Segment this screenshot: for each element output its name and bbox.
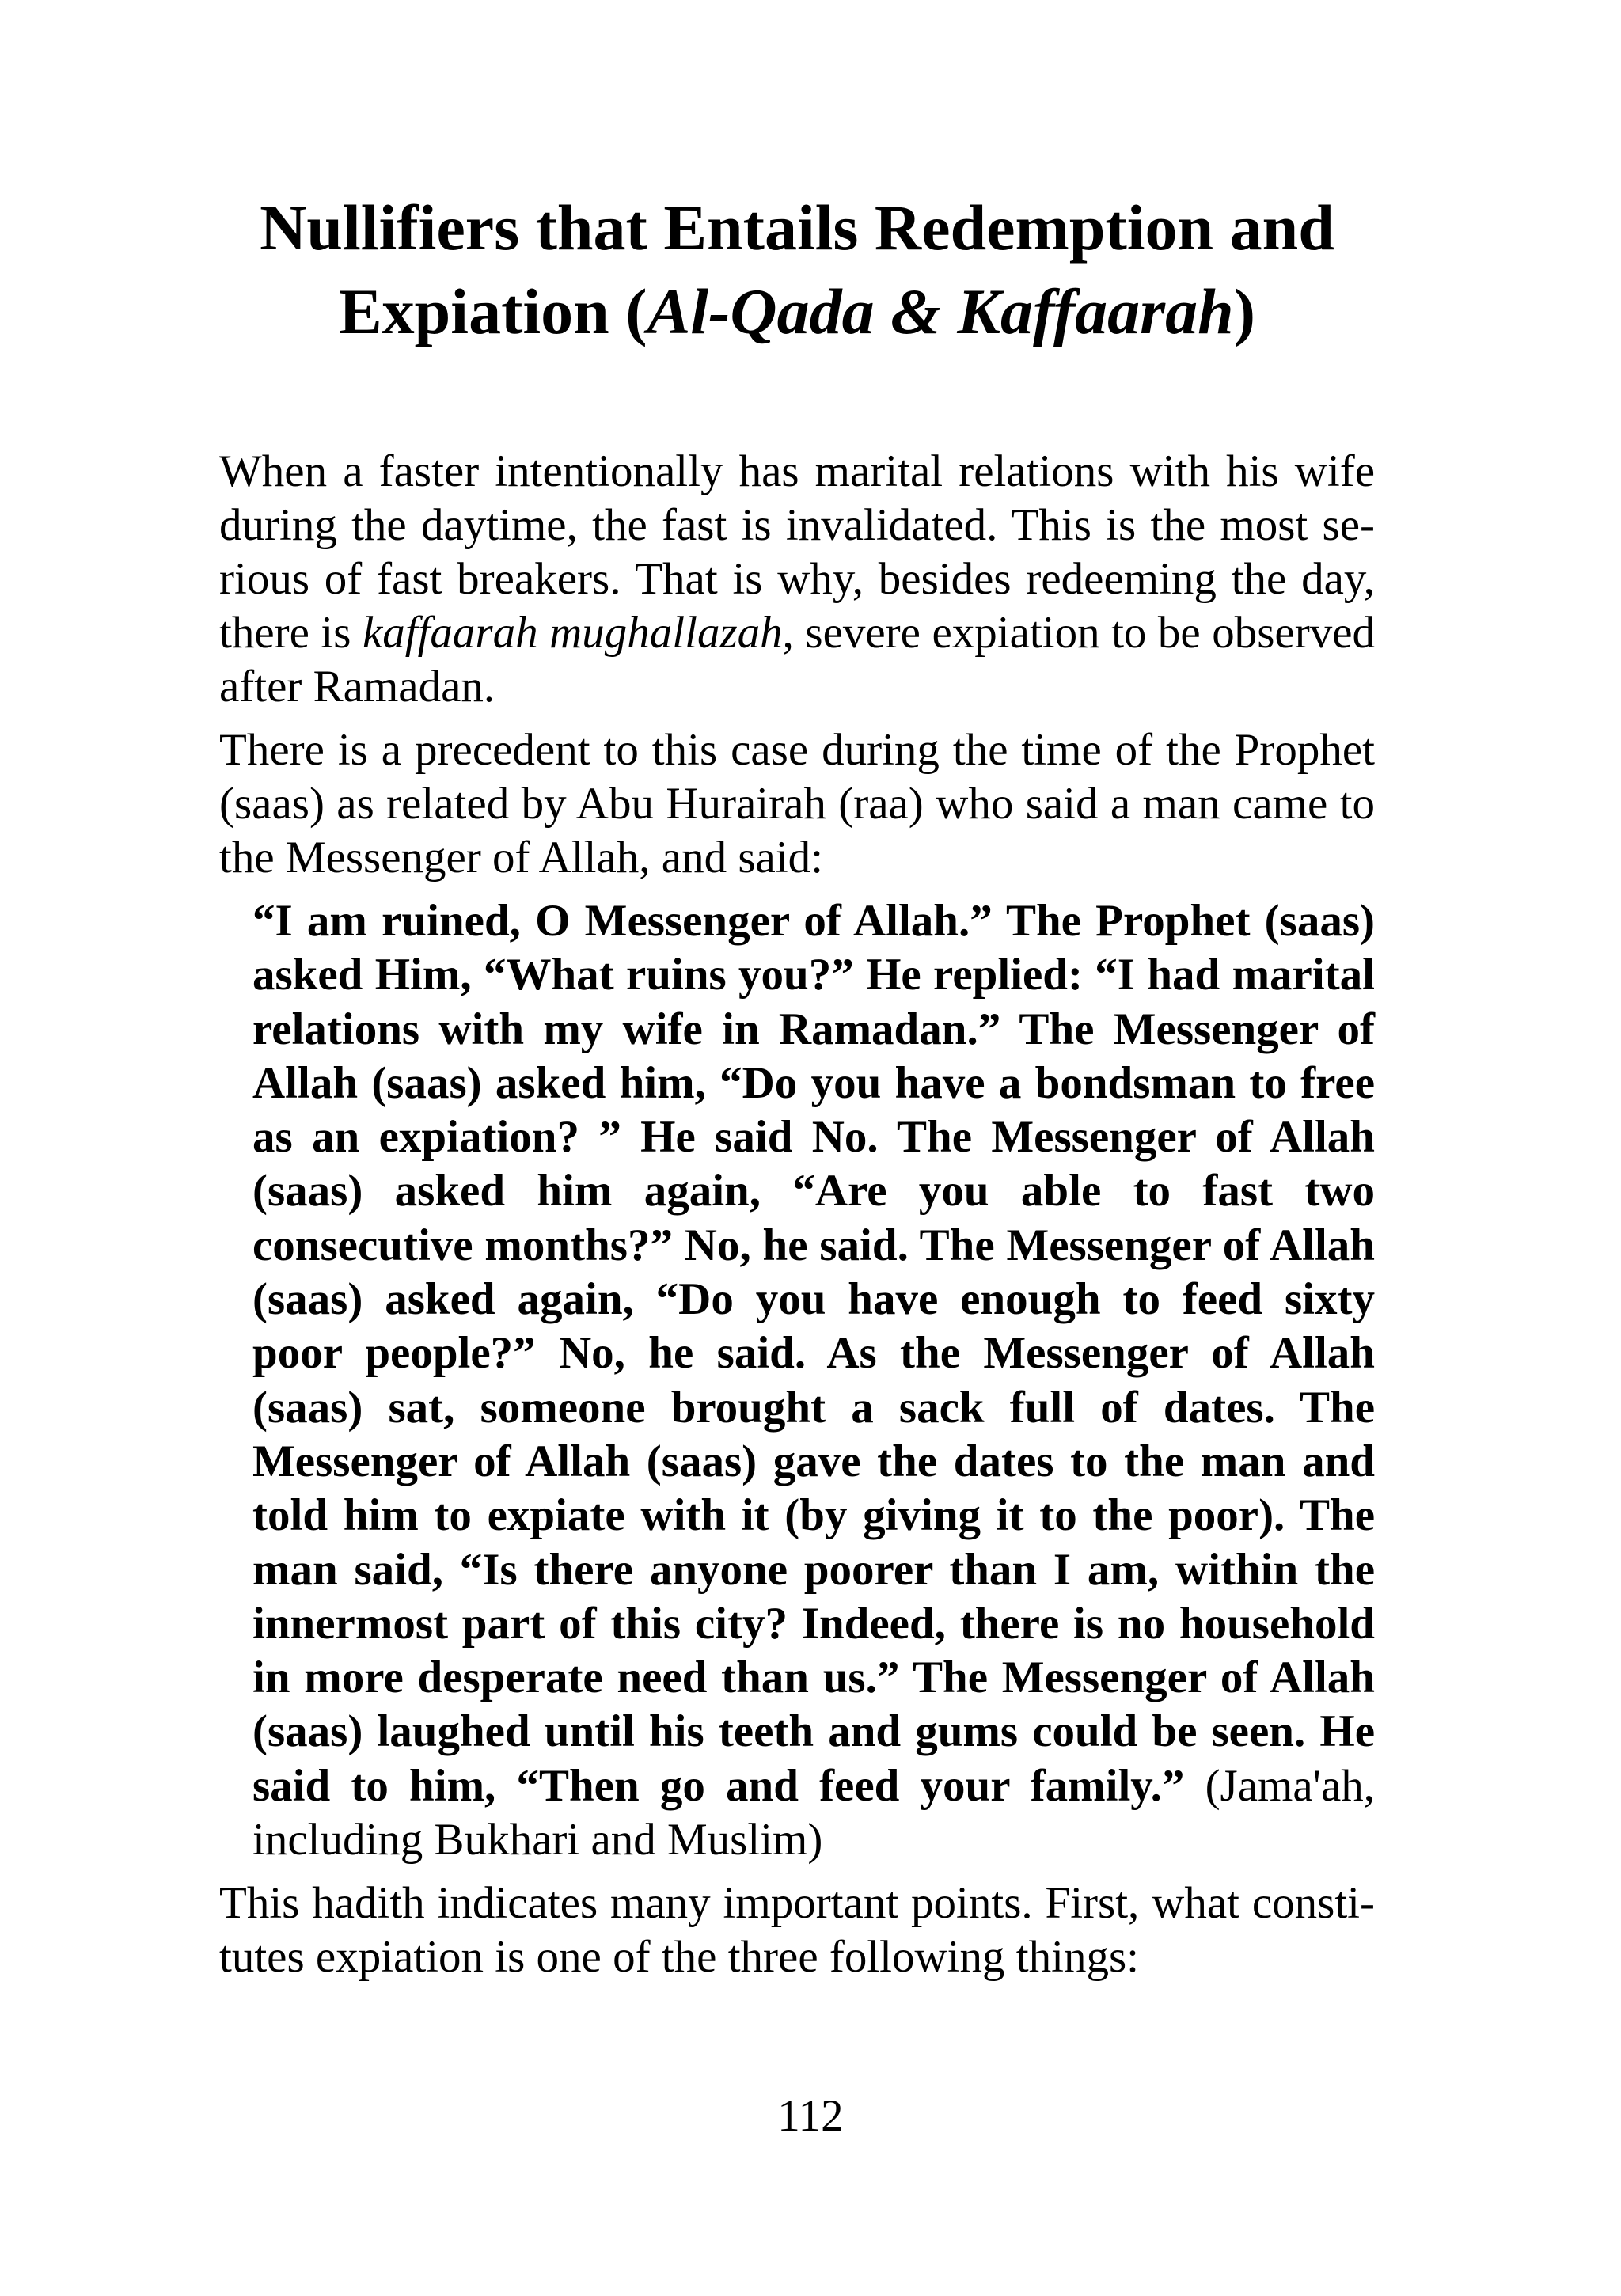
chapter-title-line-2-prefix: Expiation ( (338, 275, 647, 347)
paragraph-intro-text-a: When a faster intentionally has marital relations with his wife during the daytime, the fast is invalidated. This is the most serious of fast breakers. That is why, besides redeeming the day, there is (219, 446, 1375, 658)
hadith-text: “I am ruined, O Messenger of Allah.” The Prophet (saas) asked Him, “What ruins you?” He replied: “I had marital relations with my wife in Ramadan.” The Messenger of Allah (saas) asked him, “Do you have a bondsman to free as an expiation? ” He said No. The Messenger of Allah (saas) asked him again, “Are you able to fast two consecutive months?” No, he said. The Messenger of Allah (saas) asked again, “Do you have enough to feed sixty poor people?” No, he said. As the Messenger of Allah (saas) sat, someone brought a sack full of dates. The Messenger of Allah (saas) gave the dates to the man and told him to expiate with it (by giving it to the poor). The man said, “Is there anyone poorer than I am, within the innermost part of this city? Indeed, there is no household in more desperate need than us.” The Messenger of Allah (saas) laughed until his teeth and gums could be seen. He said to him, “Then go and feed your family.” (252, 896, 1375, 1811)
chapter-title (219, 186, 1375, 354)
paragraph-intro-italic-term: kaffaarah mughallazah (362, 608, 783, 658)
chapter-title-line-2-suffix: ) (1233, 275, 1256, 347)
chapter-title-arabic-terms: Al-Qada & Kaffaarah (647, 275, 1234, 347)
paragraph-precedent: There is a precedent to this case during the time of the Prophet (saas) as related by Abu Hurairah (raa) who said a man came to the Messenger of Allah, and said: (219, 725, 1375, 882)
paragraph-points: This hadith indicates many important points. First, what constitutes expiation is one of the three following things: (219, 1878, 1375, 1983)
page-number: 112 (777, 2091, 844, 2141)
paragraph-intro (219, 445, 1375, 714)
hadith-source: (Jama'ah, including Bukhari and Muslim) (252, 1760, 1375, 1865)
paragraph-intro-text-b: , severe expiation to be observed after Ramadan. (219, 608, 1375, 712)
page-content (219, 186, 1375, 1984)
chapter-title-line-1: Nullifiers that Entails Redemption and (260, 192, 1334, 264)
hadith-quote (252, 894, 1375, 1867)
